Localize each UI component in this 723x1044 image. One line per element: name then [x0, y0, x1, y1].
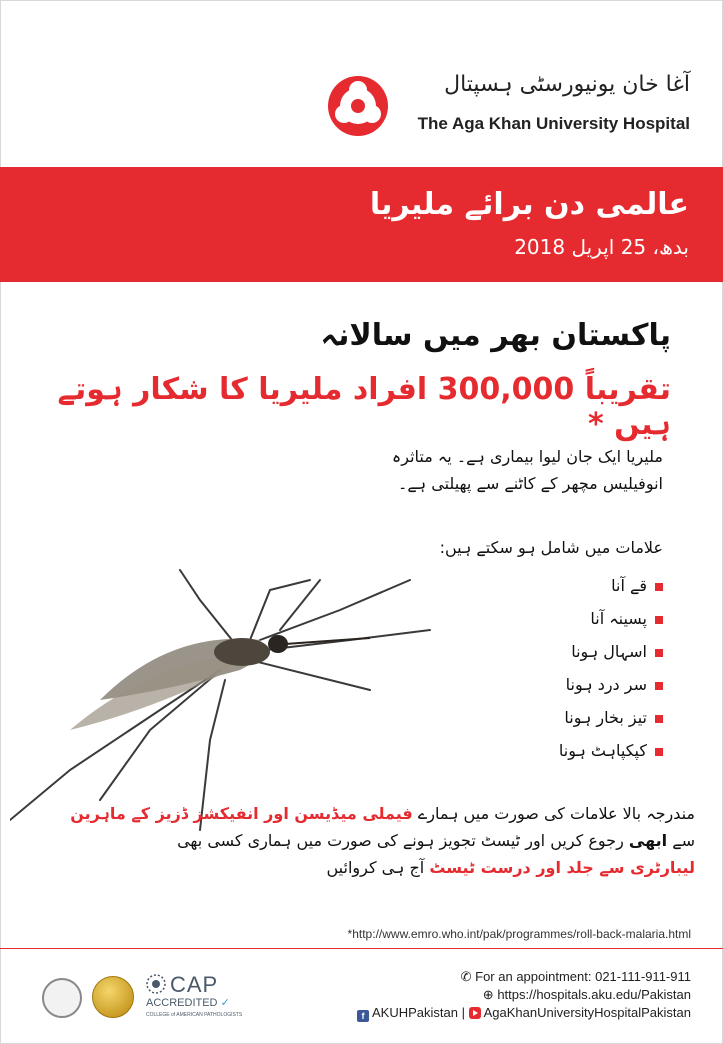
- brand-name-english: The Aga Khan University Hospital: [417, 114, 690, 133]
- list-item: [443, 574, 663, 607]
- banner-date: بدھ، 25 اپریل 2018: [514, 235, 689, 259]
- cap-logo-icon: [146, 974, 166, 994]
- closing-text: [35, 800, 695, 881]
- bullet-icon: [655, 682, 663, 690]
- banner-title: عالمی دن برائے ملیریا: [369, 187, 689, 222]
- appointment-row: [357, 968, 691, 986]
- list-item: [443, 706, 663, 739]
- symptoms-title: علامات میں شامل ہو سکتے ہیں:: [439, 538, 663, 557]
- separator: |: [461, 1005, 465, 1020]
- bullet-icon: [655, 649, 663, 657]
- closing-highlight: لیبارٹری سے جلد اور درست ٹیسٹ: [429, 858, 695, 877]
- symptoms-list: [443, 574, 663, 772]
- symptom-label: سر درد ہونا: [565, 675, 647, 694]
- footer-divider: [0, 948, 723, 949]
- headline-line-1: پاکستان بھر میں سالانہ: [320, 318, 671, 353]
- bullet-icon: [655, 715, 663, 723]
- headline-line-2: تقریباً 300,000 افراد ملیریا کا شکار ہوتے ہیں *: [57, 372, 671, 442]
- closing-line-3: [35, 854, 695, 881]
- intro-line-2: انوفیلیس مچھر کے کاٹنے سے پھیلتی ہے۔: [398, 474, 663, 493]
- website-link[interactable]: https://hospitals.aku.edu/Pakistan: [497, 987, 691, 1002]
- youtube-link[interactable]: AgaKhanUniversityHospitalPakistan: [483, 1005, 691, 1020]
- jci-seal-icon: [92, 976, 134, 1018]
- checkmark-icon: ✓: [217, 997, 230, 1009]
- contact-info: [357, 968, 691, 1022]
- aku-logo-icon: [324, 72, 392, 140]
- globe-icon: ⊕: [482, 987, 498, 1002]
- facebook-link[interactable]: AKUHPakistan: [371, 1005, 458, 1020]
- facebook-icon: f: [357, 1010, 369, 1022]
- intro-line-1: ملیریا ایک جان لیوا بیماری ہے۔ یہ متاثرہ: [391, 447, 663, 466]
- closing-text-part: مندرجہ بالا علامات کی صورت میں ہمارے: [412, 804, 695, 823]
- mosquito-image: [10, 540, 450, 840]
- intro-text: [303, 443, 663, 497]
- closing-text-part: رجوع کریں اور ٹیسٹ تجویز ہونے کی صورت میں ہماری کسی بھی: [177, 831, 629, 850]
- list-item: [443, 673, 663, 706]
- bullet-icon: [655, 748, 663, 756]
- closing-emphasis: ابھی: [628, 831, 668, 850]
- symptom-label: پسینہ آنا: [590, 609, 647, 628]
- symptom-label: کپکپاہٹ ہونا: [558, 741, 647, 760]
- closing-line-1: [35, 800, 695, 827]
- bullet-icon: [655, 616, 663, 624]
- symptom-label: اسہال ہونا: [571, 642, 647, 661]
- event-banner: [0, 167, 723, 282]
- list-item: [443, 607, 663, 640]
- social-row: [357, 1004, 691, 1022]
- appointment-text: For an appointment: 021-111-911-911: [475, 969, 691, 984]
- cap-title: CAP: [170, 972, 219, 997]
- cap-subtitle: COLLEGE of AMERICAN PATHOLOGISTS: [146, 1012, 243, 1018]
- source-footnote: *http://www.emro.who.int/pak/programmes/roll-back-malaria.html: [347, 927, 691, 941]
- closing-highlight: فیملی میڈیسن اور انفیکشز ڈزیز کے ماہرین: [70, 804, 413, 823]
- iso-certification-icon: [42, 978, 82, 1018]
- closing-line-2: [35, 827, 695, 854]
- website-row: [357, 986, 691, 1004]
- phone-icon: ✆: [460, 969, 476, 984]
- closing-text-part: آج ہی کروائیں: [326, 858, 430, 877]
- youtube-icon: [469, 1007, 481, 1019]
- closing-text-part: سے: [667, 831, 695, 850]
- cap-accredited: ACCREDITED ✓: [146, 997, 230, 1009]
- symptom-label: قے آنا: [611, 576, 647, 595]
- symptom-label: تیز بخار ہونا: [564, 708, 647, 727]
- cap-accreditation: [146, 972, 266, 1024]
- brand-name-urdu: آغا خان یونیورسٹی ہسپتال: [444, 72, 690, 97]
- bullet-icon: [655, 583, 663, 591]
- list-item: [443, 640, 663, 673]
- list-item: [443, 739, 663, 772]
